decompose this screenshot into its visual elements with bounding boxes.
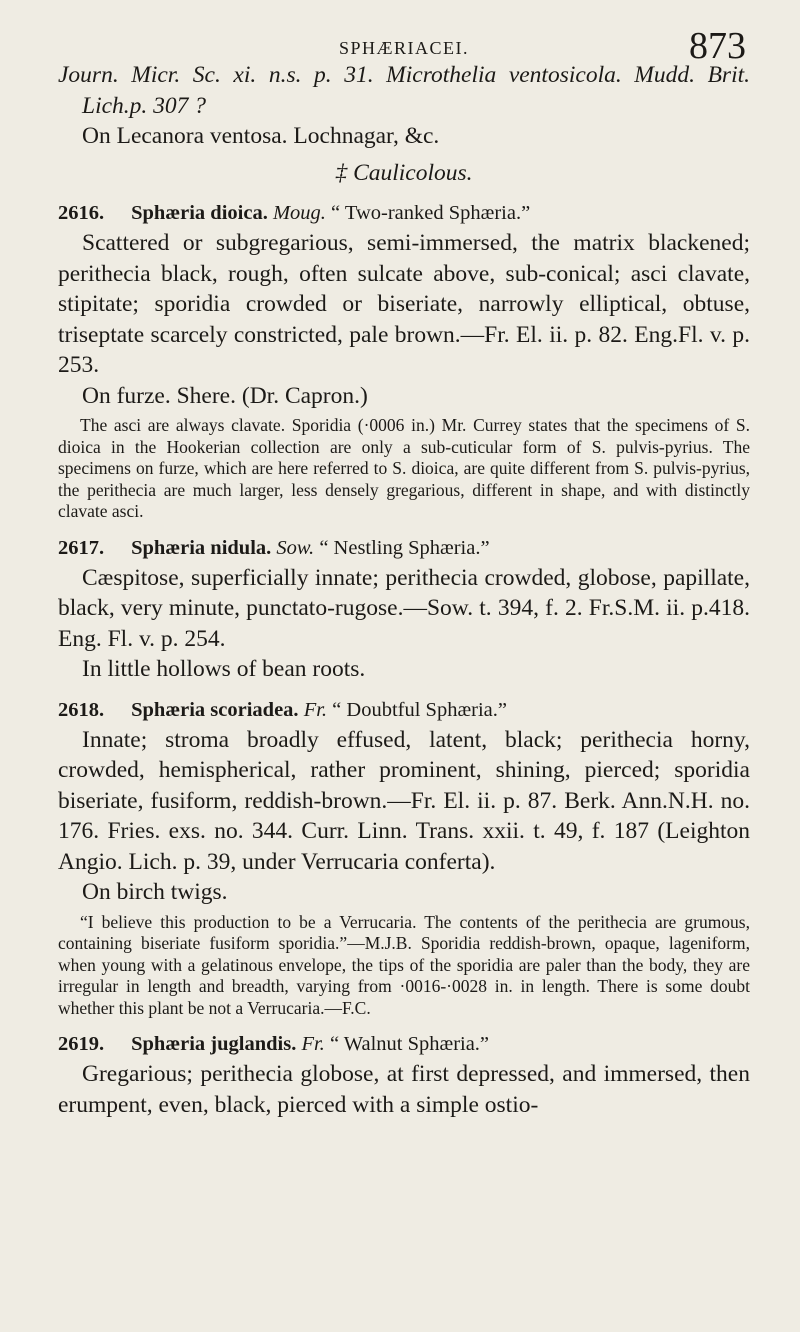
species-name: Sphæria juglandis. [131, 1033, 297, 1055]
common-name: “ Doubtful Sphæria.” [332, 698, 507, 721]
entry-heading [58, 533, 750, 563]
entry-habitat: On birch twigs. [82, 879, 228, 905]
entry-description: Gregarious; perithecia globose, at first depressed, and immersed, then erumpent, even, black, pierced with a simple ostio- [58, 1061, 750, 1118]
species-name: Sphæria dioica. [131, 202, 268, 224]
common-name: “ Two-ranked Sphæria.” [331, 202, 531, 224]
reference-line: Journ. Micr. Sc. xi. n.s. p. 31. Microthelia ventosicola. Mudd. Brit. Lich.p. 307 ? [58, 62, 750, 119]
section-heading: ‡ Caulicolous. [335, 159, 473, 186]
entry-description: Scattered or subgregarious, semi-immersed, the matrix blackened; perithecia black, rough, often sulcate above, sub-conical; asci clavate, stipitate; sporidia crowded or biseriate, narrowly elliptical, obtuse, triseptate scarcely constricted, pale brown.—Fr. El. ii. p. 82. Eng.Fl. v. p. 253. [58, 230, 750, 378]
entry-habitat: In little hollows of bean roots. [82, 656, 366, 682]
species-name: Sphæria scoriadea. [131, 698, 299, 721]
entry-2618 [58, 695, 750, 1020]
common-name: “ Nestling Sphæria.” [319, 536, 490, 559]
entry-number: 2617. [58, 536, 105, 559]
entry-heading [58, 1029, 750, 1059]
species-name: Sphæria nidula. [131, 536, 272, 559]
species-author: Fr. [301, 1033, 325, 1055]
habitat-note: On Lecanora ventosa. Lochnagar, &c. [82, 123, 440, 149]
entry-heading [58, 695, 750, 725]
page-number: 873 [689, 25, 746, 67]
entry-2617 [58, 533, 750, 685]
species-author: Moug. [272, 202, 326, 224]
entry-number: 2619. [58, 1033, 105, 1055]
entry-2619 [58, 1029, 750, 1120]
entry-2616 [58, 198, 750, 523]
entry-habitat: On furze. Shere. (Dr. Capron.) [82, 382, 368, 409]
common-name: “ Walnut Sphæria.” [329, 1033, 490, 1055]
entry-number: 2616. [58, 202, 105, 224]
entry-note: The asci are always clavate. Sporidia (·0006 in.) Mr. Currey states that the specimens of S. dioica in the Hookerian collection are only a sub-cuticular form of S. pulvis-pyrius. The specimens on furze, which are here referred to S. dioica, are quite different from S. pulvis-pyrius, the perithecia are much larger, less densely gregarious, different in shape, and with distinctly clavate asci. [58, 415, 750, 521]
entry-description: Innate; stroma broadly effused, latent, black; perithecia horny, crowded, hemispherical, rather prominent, shining, pierced; sporidia biseriate, fusiform, reddish-brown.—Fr. El. ii. p. 87. Berk. Ann.N.H. no. 176. Fries. exs. no. 344. Curr. Linn. Trans. xxii. t. 49, f. 187 (Leighton Angio. Lich. p. 39, under Verrucaria conferta). [58, 726, 750, 875]
entry-heading [58, 198, 750, 228]
running-title: SPHÆRIACEI. [338, 38, 470, 58]
species-author: Fr. [303, 698, 328, 721]
running-head [58, 18, 750, 67]
species-author: Sow. [276, 536, 315, 559]
entry-note: “I believe this production to be a Verrucaria. The contents of the perithecia are grumous, containing biseriate fusiform sporidia.”—M.J.B. Sporidia reddish-brown, opaque, lageniform, when young with a gelatinous envelope, the tips of the sporidia are paler than the body, they are irregular in length and breadth, varying from ·0016-·0028 in. in length. There is some doubt whether this plant be not a Verrucaria.—F.C. [58, 911, 750, 1018]
entry-number: 2618. [58, 698, 105, 721]
entry-description: Cæspitose, superficially innate; perithecia crowded, globose, papillate, black, very minute, punctato-rugose.—Sow. t. 394, f. 2. Fr.S.M. ii. p.418. Eng. Fl. v. p. 254. [58, 564, 750, 652]
